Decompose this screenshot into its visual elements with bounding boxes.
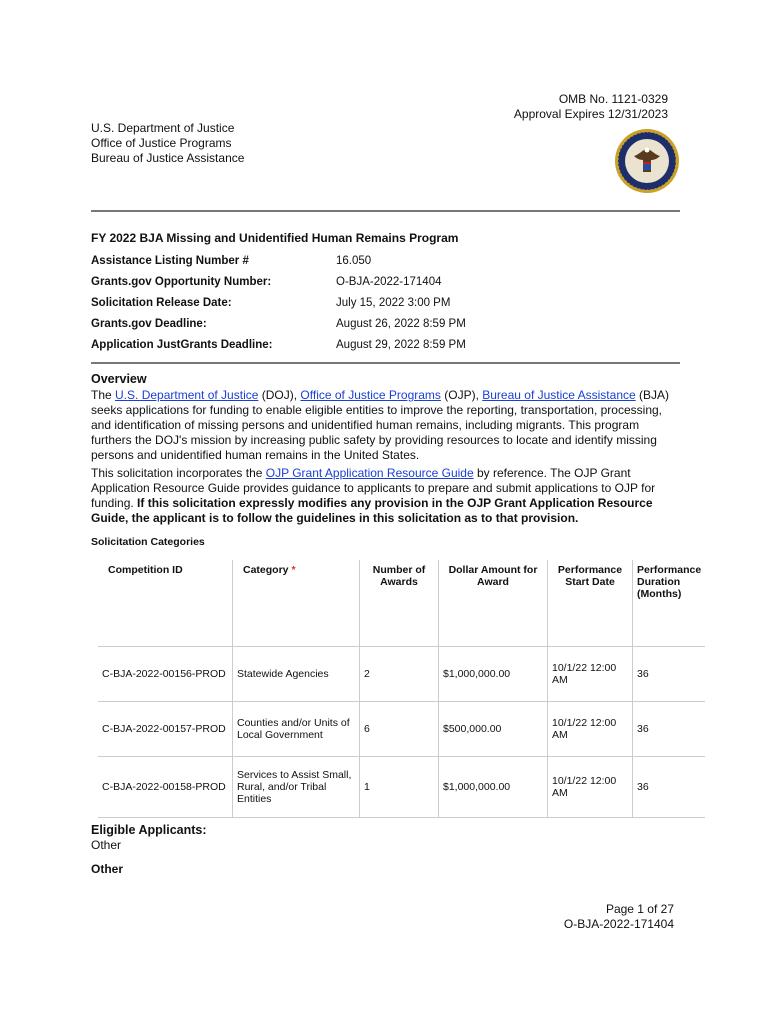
field-value-release-date: July 15, 2022 3:00 PM xyxy=(336,297,451,309)
field-value-justgrants-deadline: August 29, 2022 8:59 PM xyxy=(336,339,466,351)
overview-text: The xyxy=(91,388,116,402)
cell-competition-id: C-BJA-2022-00157-PROD xyxy=(98,702,233,757)
header-divider xyxy=(91,210,680,212)
omb-block xyxy=(514,92,668,122)
doj-seal-icon xyxy=(614,128,680,194)
field-value-opportunity-number: O-BJA-2022-171404 xyxy=(336,276,442,288)
categories-table xyxy=(98,560,705,818)
resource-guide-link[interactable]: OJP Grant Application Resource Guide xyxy=(265,466,474,480)
categories-title: Solicitation Categories xyxy=(91,536,205,548)
page-footer xyxy=(564,902,674,932)
cell-amount: $500,000.00 xyxy=(439,702,548,757)
cell-amount: $1,000,000.00 xyxy=(439,757,548,818)
program-title: FY 2022 BJA Missing and Unidentified Human Remains Program xyxy=(91,231,459,245)
cell-category: Services to Assist Small, Rural, and/or Tribal Entities xyxy=(233,757,360,818)
field-value-grants-deadline: August 26, 2022 8:59 PM xyxy=(336,318,466,330)
field-value-assistance-listing: 16.050 xyxy=(336,255,372,267)
cell-amount: $1,000,000.00 xyxy=(439,647,548,702)
cell-category: Counties and/or Units of Local Government xyxy=(233,702,360,757)
cell-awards: 2 xyxy=(360,647,439,702)
required-mark: * xyxy=(291,564,296,576)
eligible-applicants-heading: Eligible Applicants: xyxy=(91,823,207,837)
cell-category: Statewide Agencies xyxy=(233,647,360,702)
col-dollar-amount: Dollar Amount for Award xyxy=(439,560,548,647)
guide-paragraph xyxy=(91,466,683,526)
program-divider xyxy=(91,362,680,364)
cell-awards: 6 xyxy=(360,702,439,757)
field-label-opportunity-number: Grants.gov Opportunity Number: xyxy=(91,276,272,288)
page-number: Page 1 of 27 xyxy=(605,902,674,916)
guide-text: by reference. The OJP Grant Application Resource Guide provides guidance to applicants to prepare and submit applications to OJP for funding. xyxy=(91,466,656,510)
overview-text: (BJA) seeks applications for funding to enable eligible entities to improve the reporting, transportation, processing, and identification of missing persons and unidentified human remains, including migrants. This program furthers the DOJ's mission by increasing public safety by providing resources to locate and identify missing persons and unidentified human remains in the United States. xyxy=(91,388,670,462)
guide-bold-text: If this solicitation expressly modifies any provision in the OJP Grant Application Resource Guide, the applicant is to follow the guidelines in this solicitation as to that provision. xyxy=(91,496,653,525)
cell-start-date: 10/1/22 12:00 AM xyxy=(548,702,633,757)
footer-opportunity-number: O-BJA-2022-171404 xyxy=(563,917,674,931)
overview-heading: Overview xyxy=(91,372,147,386)
col-duration: Performance Duration (Months) xyxy=(633,560,706,647)
field-label-assistance-listing: Assistance Listing Number # xyxy=(91,255,249,267)
table-row xyxy=(98,757,705,818)
agency-line-ojp: Office of Justice Programs xyxy=(91,136,232,150)
agency-line-bja: Bureau of Justice Assistance xyxy=(91,151,245,165)
cell-competition-id: C-BJA-2022-00156-PROD xyxy=(98,647,233,702)
col-number-of-awards: Number of Awards xyxy=(360,560,439,647)
table-row xyxy=(98,702,705,757)
bja-link[interactable]: Bureau of Justice Assistance xyxy=(482,388,636,402)
col-category-label: Category xyxy=(243,564,289,576)
cell-competition-id: C-BJA-2022-00158-PROD xyxy=(98,757,233,818)
cell-awards: 1 xyxy=(360,757,439,818)
cell-start-date: 10/1/22 12:00 AM xyxy=(548,757,633,818)
agency-line-doj: U.S. Department of Justice xyxy=(91,121,235,135)
cell-duration: 36 xyxy=(633,702,706,757)
field-label-release-date: Solicitation Release Date: xyxy=(91,297,232,309)
col-competition-id: Competition ID xyxy=(98,560,233,647)
table-row xyxy=(98,647,705,702)
overview-text: (OJP), xyxy=(440,388,483,402)
doj-link[interactable]: U.S. Department of Justice xyxy=(115,388,259,402)
field-label-justgrants-deadline: Application JustGrants Deadline: xyxy=(91,339,273,351)
overview-paragraph xyxy=(91,388,683,463)
col-start-date: Performance Start Date xyxy=(548,560,633,647)
col-category xyxy=(233,560,360,647)
agency-block xyxy=(91,121,244,166)
table-header-row xyxy=(98,560,705,647)
field-label-grants-deadline: Grants.gov Deadline: xyxy=(91,318,207,330)
ojp-link[interactable]: Office of Justice Programs xyxy=(300,388,441,402)
other-heading: Other xyxy=(91,862,124,876)
omb-number: OMB No. 1121-0329 xyxy=(558,92,668,106)
overview-text: (DOJ), xyxy=(258,388,301,402)
cell-duration: 36 xyxy=(633,647,706,702)
eligible-applicants-value: Other xyxy=(91,838,122,852)
cell-duration: 36 xyxy=(633,757,706,818)
cell-start-date: 10/1/22 12:00 AM xyxy=(548,647,633,702)
approval-expires: Approval Expires 12/31/2023 xyxy=(513,107,668,121)
guide-text: This solicitation incorporates the xyxy=(91,466,266,480)
